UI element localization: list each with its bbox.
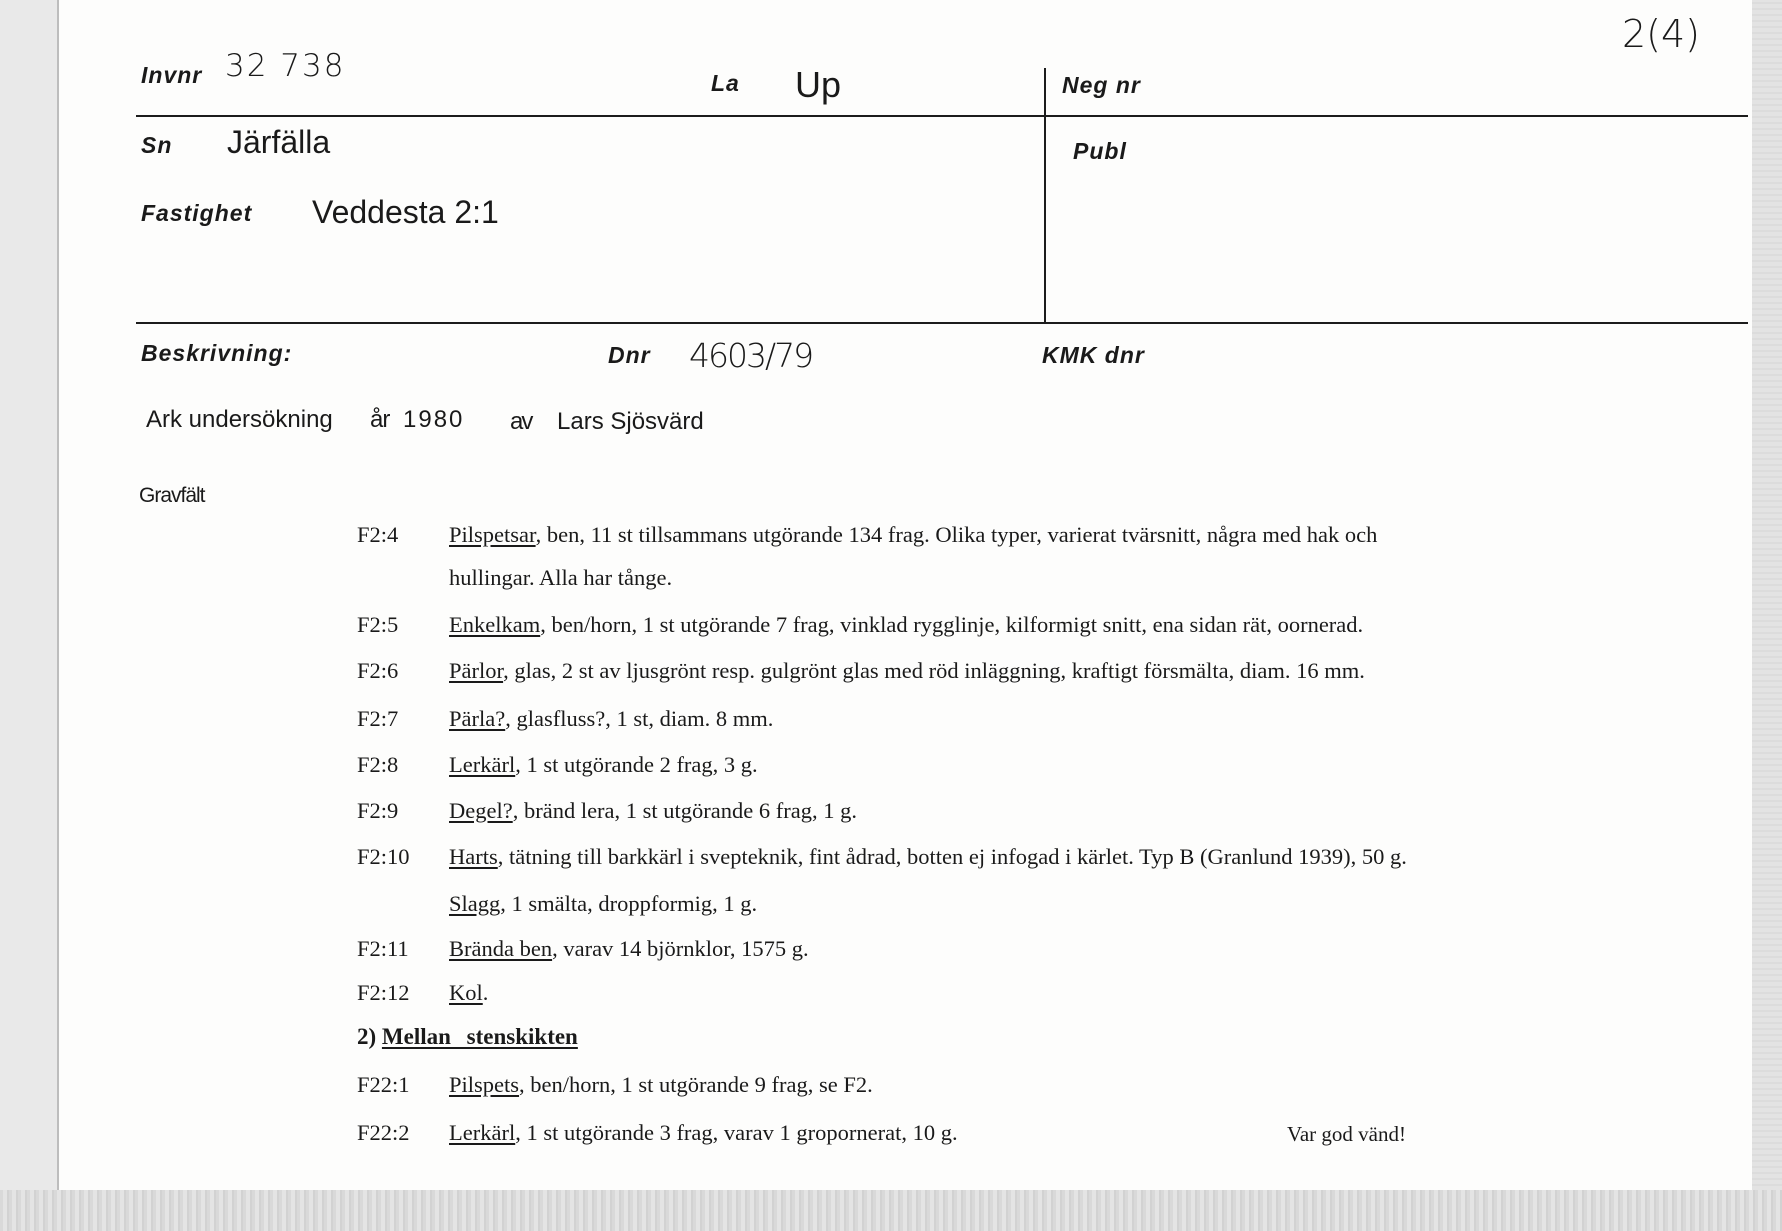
header-rule-top xyxy=(136,115,1748,117)
entry-code: F2:12 xyxy=(357,980,410,1005)
entry-term: Pilspetsar xyxy=(449,522,536,547)
investigation-year: 1980 xyxy=(403,406,465,433)
neg-nr-label: Neg nr xyxy=(1062,72,1141,98)
scan-edge-bottom xyxy=(0,1190,1782,1231)
entry-description: , ben/horn, 1 st utgörande 9 frag, se F2. xyxy=(519,1072,873,1097)
beskrivning-label: Beskrivning: xyxy=(141,340,293,366)
investigation-by: Lars Sjösvärd xyxy=(557,408,704,435)
entry-description: , varav 14 björnklor, 1575 g. xyxy=(552,936,809,961)
category-label: Gravfält xyxy=(139,484,205,507)
header-divider xyxy=(1044,68,1046,324)
entry-term: Pärla? xyxy=(449,706,506,731)
entry-continuation: hullingar. Alla har tånge. xyxy=(449,565,673,590)
entry-term: Slagg xyxy=(449,891,501,916)
section-heading xyxy=(357,1024,578,1050)
entry-description: , 1 st utgörande 3 frag, varav 1 gropornerat, 10 g. xyxy=(515,1120,958,1145)
entry-text xyxy=(449,843,1649,870)
entry-term: Pärlor xyxy=(449,658,504,683)
entry-code: F2:10 xyxy=(357,844,410,869)
entry-term: Degel? xyxy=(449,798,513,823)
entry-term: Lerkärl xyxy=(449,1120,516,1145)
entry-code: F2:8 xyxy=(357,752,399,777)
entry-code: F2:11 xyxy=(357,936,409,961)
entry-term: Harts xyxy=(449,844,498,869)
entry-term: Pilspets xyxy=(449,1072,520,1097)
investigation-text: Ark undersökning xyxy=(146,406,333,433)
entry-code: F2:7 xyxy=(357,706,399,731)
dnr-value: 4603/79 xyxy=(689,336,813,375)
entry-description: , 1 st utgörande 2 frag, 3 g. xyxy=(515,752,758,777)
entry-description: , bränd lera, 1 st utgörande 6 frag, 1 g. xyxy=(512,798,857,823)
catalog-card xyxy=(57,0,1754,1190)
entry-text xyxy=(449,657,1649,684)
scan-edge-right xyxy=(1752,0,1782,1190)
entry-text xyxy=(449,979,1649,1006)
invnr-label: Invnr xyxy=(141,62,203,88)
entry-description: , 1 smälta, droppformig, 1 g. xyxy=(500,891,758,916)
entry-text xyxy=(449,935,1649,962)
entry-code: F2:4 xyxy=(357,522,399,547)
fastighet-label: Fastighet xyxy=(141,200,253,226)
section-title: Mellan stenskikten xyxy=(381,1024,578,1049)
entry-text xyxy=(449,705,1649,732)
entry-term: Enkelkam xyxy=(449,612,541,637)
investigation-by-label: av xyxy=(510,408,532,435)
entry-code: F2:9 xyxy=(357,798,399,823)
entry-description: , ben/horn, 1 st utgörande 7 frag, vinklad rygglinje, kilformigt snitt, ena sidan rät, oornerad. xyxy=(540,612,1364,637)
fastighet-value: Veddesta 2:1 xyxy=(312,194,499,230)
sn-value: Järfälla xyxy=(227,124,331,160)
dnr-label: Dnr xyxy=(608,342,651,368)
entry-code: F22:1 xyxy=(357,1072,410,1097)
la-label: La xyxy=(711,70,740,96)
entry-description: , ben, 11 st tillsammans utgörande 134 frag. Olika typer, varierat tvärsnitt, några med hak och xyxy=(535,522,1378,547)
entry-text xyxy=(449,521,1649,548)
entry-term: Brända ben xyxy=(449,936,553,961)
entry-description: , glasfluss?, 1 st, diam. 8 mm. xyxy=(505,706,774,731)
entry-text xyxy=(449,1071,1649,1098)
entry-description: , tätning till barkkärl i svepteknik, fint ådrad, botten ej infogad i kärlet. Typ B (Granlund 1939), 50 g. xyxy=(497,844,1407,869)
entry-description: , glas, 2 st av ljusgrönt resp. gulgrönt glas med röd inläggning, kraftigt försmälta, diam. 16 mm. xyxy=(503,658,1365,683)
investigation-year-label: år xyxy=(370,406,390,433)
entry-text xyxy=(449,1119,1649,1146)
invnr-value: 32 738 xyxy=(225,48,346,84)
entry-text xyxy=(449,751,1649,778)
sn-label: Sn xyxy=(141,132,173,158)
entry-term: Kol xyxy=(449,980,483,1005)
page-marker: 2(4) xyxy=(1622,12,1701,56)
please-turn-over-note: Var god vänd! xyxy=(1287,1122,1406,1146)
entry-term: Lerkärl xyxy=(449,752,516,777)
entry-text xyxy=(449,797,1649,824)
header-rule-bottom xyxy=(136,322,1748,324)
la-value: Up xyxy=(795,64,842,105)
kmk-dnr-label: KMK dnr xyxy=(1042,342,1145,368)
entry-text xyxy=(449,890,1649,917)
publ-label: Publ xyxy=(1073,138,1127,164)
entry-description: . xyxy=(482,980,489,1005)
entry-code: F2:5 xyxy=(357,612,399,637)
entry-code: F22:2 xyxy=(357,1120,410,1145)
section-number: 2) xyxy=(357,1024,377,1049)
entry-code: F2:6 xyxy=(357,658,399,683)
entry-text xyxy=(449,611,1649,638)
